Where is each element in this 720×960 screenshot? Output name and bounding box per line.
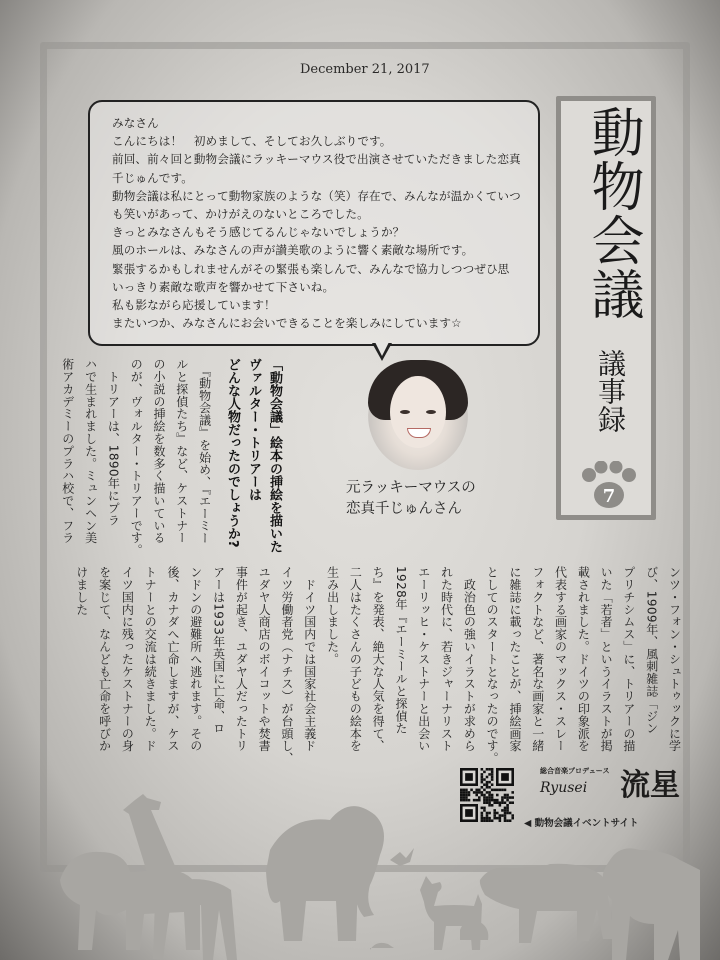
text-column: イツ国内に残ったケストナーの身 bbox=[120, 566, 135, 752]
text-column: ンドンの避難所へ逃れます。その bbox=[188, 566, 203, 752]
text-column: び、1909年、風刺雑誌「ジン bbox=[644, 566, 659, 735]
text-column: 載されました。ドイツの印象派を bbox=[576, 566, 591, 752]
title-box bbox=[556, 96, 656, 520]
text-column: 術アカデミーのプラハ校で、フラ bbox=[60, 358, 75, 544]
text-column: ンツ・フォン・シュトゥックに学 bbox=[667, 566, 682, 752]
message-line: 前回、前々回と動物会議にラッキーマウス役で出演させていただきました恋真 bbox=[112, 152, 521, 167]
text-column: けました bbox=[74, 566, 89, 616]
caption-line: 元ラッキーマウスの bbox=[346, 480, 476, 496]
message-line: も笑いがあって、かけがえのないところでした。 bbox=[112, 207, 369, 222]
bird-silhouette bbox=[390, 848, 414, 866]
message-line: 緊張するかもしれませんがその緊張も楽しんで、みんなで協力しつつぜひ思 bbox=[112, 261, 510, 276]
message-line: いっきり素敵な歌声を響かせて下さいね。 bbox=[112, 279, 335, 294]
message-line: きっとみなさんもそう感じてるんじゃないでしょうか？ bbox=[112, 225, 405, 240]
message-line: 風のホールは、みなさんの声が讃美歌のように響く素敵な場所です。 bbox=[112, 243, 474, 258]
bear-silhouette bbox=[603, 848, 700, 960]
tiger-silhouette bbox=[480, 864, 615, 943]
paw-icon bbox=[579, 461, 639, 511]
producer-label: 総合音楽プロデュース bbox=[540, 767, 610, 775]
text-column: エーリッヒ・ケストナーと出会い bbox=[416, 566, 431, 752]
message-line: こんにちは！ 初めまして、そしてお久しぶりです。 bbox=[112, 134, 392, 149]
message-line: 動物会議は私にとって動物家族のような（笑）存在で、みんなが温かくていつ bbox=[112, 188, 521, 203]
text-column: 後、カナダへ亡命しますが、ケス bbox=[165, 566, 180, 752]
text-column: 『動物会議』を始め、『エーミー bbox=[197, 358, 212, 545]
photo-caption bbox=[346, 478, 476, 520]
portrait-eye bbox=[426, 410, 436, 414]
text-column: ルと探偵たち』など、ケストナー bbox=[174, 358, 189, 544]
text-column: フォクトなど、著名な画家と一緒 bbox=[530, 566, 545, 752]
event-site-link[interactable]: ◀ 動物会議イベントサイト bbox=[524, 818, 639, 829]
portrait-face bbox=[390, 376, 446, 448]
heading-column: どんな人物だったのでしょうか? bbox=[225, 358, 240, 548]
text-column: 1928年『エーミールと探偵た bbox=[393, 566, 408, 735]
text-column: アーは1933年英国に亡命、ロ bbox=[211, 566, 226, 735]
brand-jp: 流星 bbox=[620, 768, 680, 803]
text-column: に雑誌に載ったことが、挿絵画家 bbox=[507, 566, 522, 752]
text-column: ち』を発表、絶大な人気を得て、 bbox=[371, 566, 386, 752]
portrait-photo bbox=[368, 360, 468, 470]
date: December 21, 2017 bbox=[300, 62, 430, 77]
speech-bubble-tail bbox=[372, 343, 392, 361]
article-body bbox=[70, 566, 686, 764]
article-heading bbox=[222, 358, 285, 553]
message-line: 私も影ながら応援しています！ bbox=[112, 298, 276, 313]
page-subtitle: 議事録 bbox=[594, 349, 627, 433]
text-column: ユダヤ人商店のボイコットや焚書 bbox=[257, 566, 272, 752]
issue-number: 7 bbox=[602, 486, 616, 507]
animal-silhouettes bbox=[40, 770, 700, 960]
text-column: 二人はたくさんの子どもの絵本を bbox=[348, 566, 363, 752]
text-column: いた「若者」というイラストが掲 bbox=[599, 566, 614, 752]
heading-column: ヴァルター・トリアーは bbox=[246, 358, 261, 501]
text-column: ハで生まれました。ミュンヘン美 bbox=[83, 358, 98, 544]
portrait-smile bbox=[407, 428, 431, 438]
brand-en: Ryusei bbox=[540, 780, 588, 796]
message-line: またいつか、みなさんにお会いできることを楽しみにしています☆ bbox=[112, 316, 462, 331]
article-intro bbox=[56, 358, 216, 556]
text-column: トナーとの交流は続きました。ド bbox=[143, 566, 158, 752]
page-title: 動物会議 bbox=[583, 105, 644, 321]
text-column: イツ労働者党（ナチス）が台頭し、 bbox=[279, 566, 294, 765]
mouse-silhouette bbox=[370, 943, 394, 950]
text-column: のが、ヴォルター・トリアーです。 bbox=[129, 358, 144, 557]
elephant-silhouette bbox=[266, 806, 384, 941]
portrait-eye bbox=[400, 410, 410, 414]
text-column: トリアーは、1890年にプラ bbox=[106, 358, 121, 527]
text-column: 政治色の強いイラストが求めら bbox=[462, 566, 477, 752]
text-column: 代表する画家のマックス・スレー bbox=[553, 566, 568, 752]
heading-column: 「動物会議」絵本の挿絵を描いた bbox=[267, 358, 282, 553]
text-column: 事件が起き、ユダヤ人だったトリ bbox=[234, 566, 249, 752]
speech-bubble bbox=[88, 100, 540, 346]
text-column: としてのスタートとなったのです。 bbox=[485, 566, 500, 765]
caption-line: 恋真千じゅんさん bbox=[346, 501, 462, 517]
text-column: を案じて、なんども亡命を呼びか bbox=[97, 566, 112, 752]
text-column: ドイツ国内では国家社会主義ド bbox=[302, 566, 317, 752]
message-line: みなさん bbox=[112, 116, 159, 130]
text-column: プリチシムス」に、トリアーの描 bbox=[621, 566, 636, 752]
text-column: 生み出しました。 bbox=[325, 566, 340, 666]
text-column: れた時代に、若きジャーナリスト bbox=[439, 566, 454, 752]
text-column: の小説の挿絵を数多く描いている bbox=[151, 358, 166, 544]
message-line: 千じゅんです。 bbox=[112, 170, 193, 185]
